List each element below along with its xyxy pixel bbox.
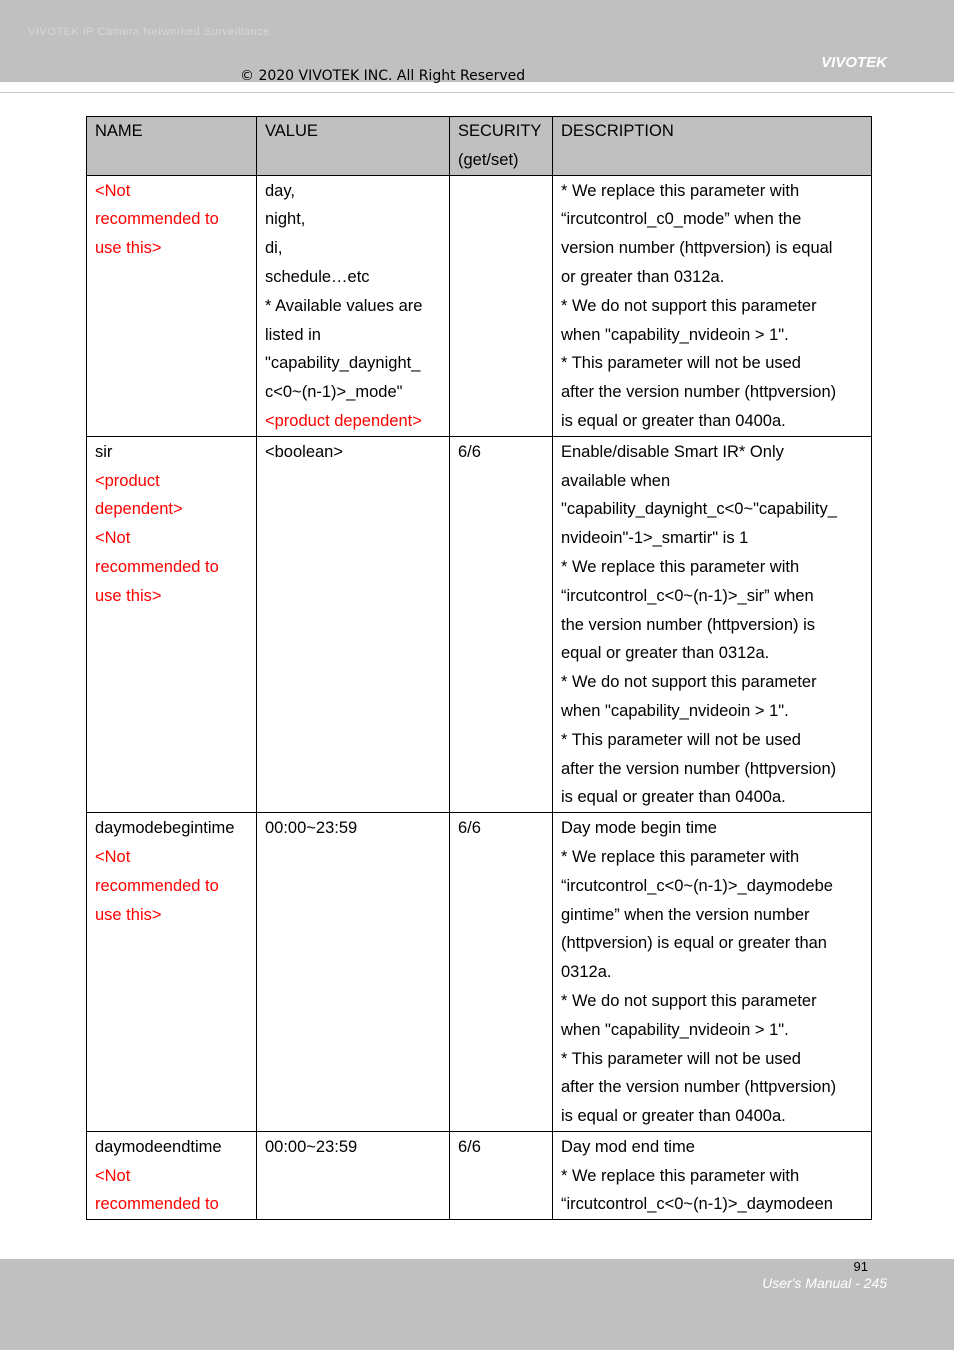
parameter-name: daymodeendtime — [95, 1137, 222, 1156]
table-row — [87, 175, 872, 436]
name-note: recommended to — [95, 1195, 219, 1214]
parameter-table — [86, 116, 872, 1220]
description-line: equal or greater than 0312a. — [561, 644, 770, 663]
description-line: when "capability_nvideoin > 1". — [561, 325, 789, 344]
column-header-security — [450, 117, 553, 176]
column-header-name: NAME — [87, 117, 257, 176]
cell-security — [450, 175, 553, 436]
description-line: or greater than 0312a. — [561, 267, 725, 286]
page-number: 91 — [853, 1259, 868, 1274]
name-note: <Not — [95, 529, 131, 548]
description-line: after the version number (httpversion) — [561, 383, 837, 402]
description-line: * We replace this parameter with — [561, 847, 800, 866]
name-note: recommended to — [95, 557, 219, 576]
value-line: "capability_daynight_ — [265, 354, 421, 373]
description-line: * We replace this parameter with — [561, 557, 800, 576]
description-line: "capability_daynight_c<0~"capability_ — [561, 500, 837, 519]
page-footer — [0, 1259, 954, 1350]
description-line: is equal or greater than 0400a. — [561, 1107, 786, 1126]
description-line: nvideoin"-1>_smartir" is 1 — [561, 529, 749, 548]
name-note: use this> — [95, 239, 162, 258]
description-line: * We do not support this parameter — [561, 673, 817, 692]
name-note: <Not — [95, 847, 131, 866]
page-header — [0, 0, 954, 82]
description-line: * This parameter will not be used — [561, 730, 801, 749]
parameter-name: sir — [95, 442, 113, 461]
description-line: after the version number (httpversion) — [561, 1078, 837, 1097]
cell-description — [553, 436, 872, 812]
value-line: * Available values are — [265, 296, 423, 315]
description-line: * This parameter will not be used — [561, 354, 801, 373]
description-line: “ircutcontrol_c0_mode” when the — [561, 210, 802, 229]
description-line: “ircutcontrol_c<0~(n-1)>_daymodeen — [561, 1195, 833, 1214]
name-note: use this> — [95, 586, 162, 605]
description-line: available when — [561, 471, 671, 490]
value-line: c<0~(n-1)>_mode" — [265, 383, 403, 402]
description-line: gintime” when the version number — [561, 905, 810, 924]
value-line: 00:00~23:59 — [265, 1137, 358, 1156]
description-line: when "capability_nvideoin > 1". — [561, 701, 789, 720]
description-line: (httpversion) is equal or greater than — [561, 934, 827, 953]
description-line: after the version number (httpversion) — [561, 759, 837, 778]
manual-page-label: User's Manual - 245 — [762, 1275, 887, 1291]
cell-value — [257, 1131, 450, 1219]
table-row — [87, 813, 872, 1132]
description-line: Day mod end time — [561, 1137, 695, 1156]
cell-description — [553, 175, 872, 436]
value-line: day, — [265, 181, 295, 200]
description-line: * We do not support this parameter — [561, 296, 817, 315]
name-note: dependent> — [95, 500, 183, 519]
name-note: use this> — [95, 905, 162, 924]
name-note: <product — [95, 471, 160, 490]
column-header-description: DESCRIPTION — [553, 117, 872, 176]
cell-security: 6/6 — [450, 436, 553, 812]
cell-name — [87, 1131, 257, 1219]
value-product-dependent: <product dependent> — [265, 411, 422, 430]
table-row — [87, 436, 872, 812]
description-line: Enable/disable Smart IR* Only — [561, 442, 784, 461]
column-header-value: VALUE — [257, 117, 450, 176]
name-note: recommended to — [95, 210, 219, 229]
parameter-name: daymodebegintime — [95, 819, 235, 838]
value-line: night, — [265, 210, 306, 229]
description-line: “ircutcontrol_c<0~(n-1)>_daymodebe — [561, 876, 833, 895]
value-line: listed in — [265, 325, 321, 344]
cell-security: 6/6 — [450, 813, 553, 1132]
header-watermark-text: VIVOTEK IP Camera Networked Surveillance — [28, 26, 270, 38]
cell-name — [87, 436, 257, 812]
description-line: version number (httpversion) is equal — [561, 239, 833, 258]
security-header-line: SECURITY — [458, 122, 542, 140]
name-note: <Not — [95, 181, 131, 200]
value-line: schedule…etc — [265, 267, 370, 286]
table-header-row — [87, 117, 872, 176]
description-line: is equal or greater than 0400a. — [561, 788, 786, 807]
cell-security: 6/6 — [450, 1131, 553, 1219]
header-divider — [0, 92, 954, 93]
description-line: is equal or greater than 0400a. — [561, 411, 786, 430]
cell-description — [553, 813, 872, 1132]
description-line: Day mode begin time — [561, 819, 717, 838]
name-note: recommended to — [95, 876, 219, 895]
cell-value — [257, 175, 450, 436]
value-line: di, — [265, 239, 283, 258]
description-line: 0312a. — [561, 963, 612, 982]
table-row — [87, 1131, 872, 1219]
copyright-notice: © 2020 VIVOTEK INC. All Right Reserved — [240, 68, 526, 84]
name-note: <Not — [95, 1166, 131, 1185]
cell-name — [87, 175, 257, 436]
description-line: “ircutcontrol_c<0~(n-1)>_sir” when — [561, 586, 814, 605]
cell-description — [553, 1131, 872, 1219]
security-header-line: (get/set) — [458, 150, 519, 169]
value-line: <boolean> — [265, 442, 343, 461]
description-line: * We do not support this parameter — [561, 991, 817, 1010]
description-line: * We replace this parameter with — [561, 181, 800, 200]
description-line: the version number (httpversion) is — [561, 615, 816, 634]
cell-value — [257, 813, 450, 1132]
description-line: * We replace this parameter with — [561, 1166, 800, 1185]
cell-value — [257, 436, 450, 812]
description-line: * This parameter will not be used — [561, 1049, 801, 1068]
cell-name — [87, 813, 257, 1132]
description-line: when "capability_nvideoin > 1". — [561, 1020, 789, 1039]
brand-logo-text: VIVOTEK — [821, 54, 887, 71]
value-line: 00:00~23:59 — [265, 819, 358, 838]
